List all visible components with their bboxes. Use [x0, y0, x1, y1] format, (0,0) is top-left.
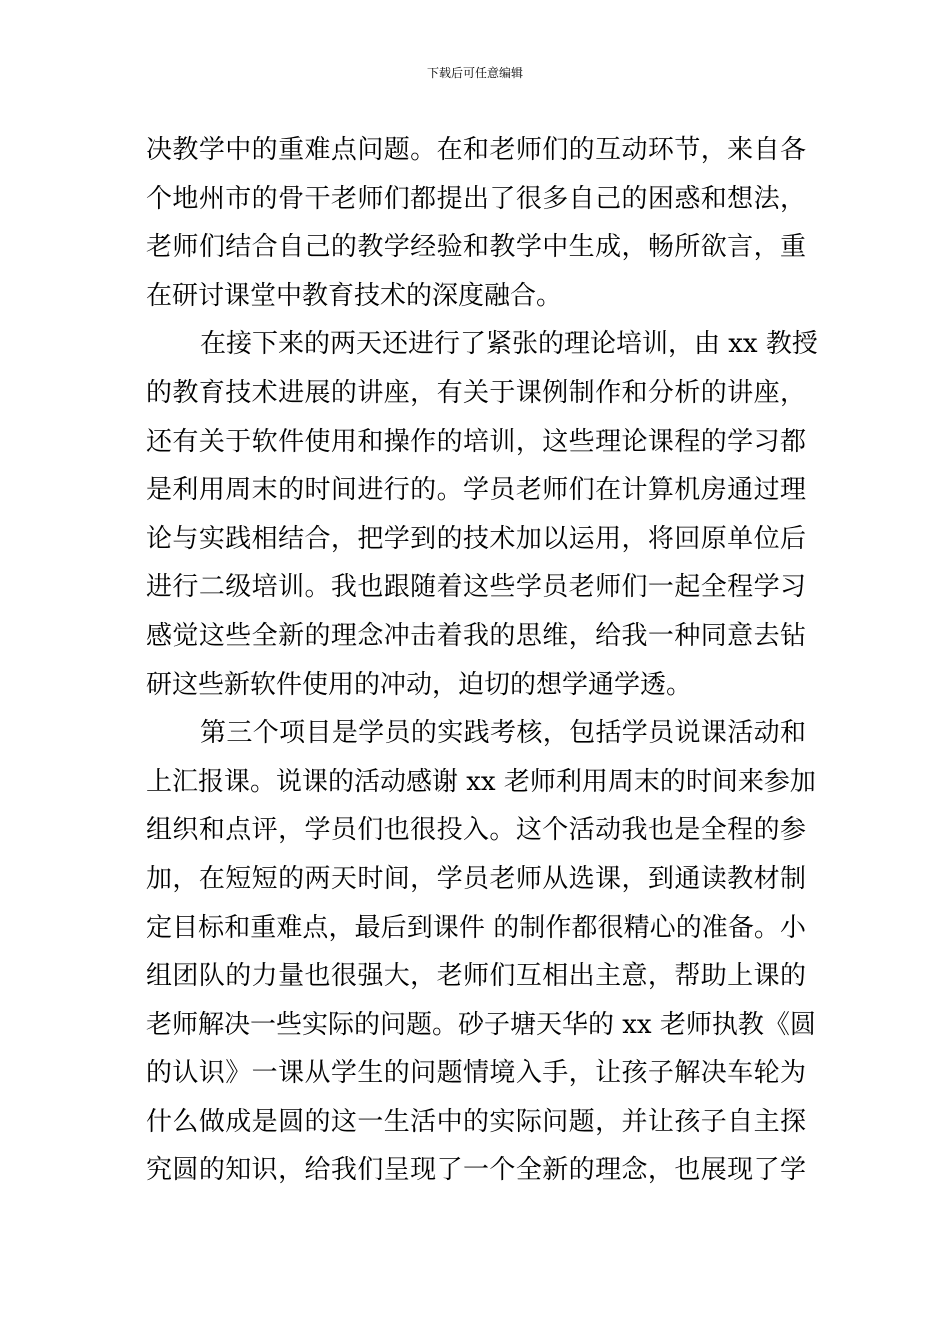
text-line: 研这些新软件使用的冲动，迫切的想学通学透。 [146, 669, 693, 700]
text-line: 进行二级培训。我也跟随着这些学员老师们一起全程学习 [146, 572, 806, 603]
text-line: 组织和点评，学员们也很投入。这个活动我也是全程的参 [146, 815, 806, 846]
text-line: 什么做成是圆的这一生活中的实际问题，并让孩子自主探 [146, 1106, 806, 1137]
text-line: 论与实践相结合，把学到的技术加以运用，将回原单位后 [146, 523, 806, 554]
text-line: 定目标和重难点，最后到课件 的制作都很精心的准备。小 [146, 912, 806, 943]
text-line: 还有关于软件使用和操作的培训，这些理论课程的学习都 [146, 426, 806, 457]
text-line: 感觉这些全新的理念冲击着我的思维，给我一种同意去钻 [146, 620, 806, 651]
text-line: 加，在短短的两天时间，学员老师从选课，到通读教材制 [146, 863, 806, 894]
text-line: 上汇报课。说课的活动感谢 xx 老师利用周末的时间来参加 [146, 766, 816, 797]
text-line: 决教学中的重难点问题。在和老师们的互动环节，来自各 [146, 135, 806, 165]
text-line: 老师们结合自己的教学经验和教学中生成，畅所欲言，重 [146, 232, 806, 263]
text-line: 在研讨课堂中教育技术的深度融合。 [146, 280, 563, 311]
text-line: 第三个项目是学员的实践考核，包括学员说课活动和 [200, 718, 806, 749]
text-line: 的教育技术进展的讲座，有关于课例制作和分析的讲座， [146, 377, 806, 408]
text-line: 组团队的力量也很强大，老师们互相出主意，帮助上课的 [146, 961, 806, 992]
text-line: 个地州市的骨干老师们都提出了很多自己的困惑和想法， [146, 183, 806, 214]
text-line: 的认识》一课从学生的问题情境入手，让孩子解决车轮为 [146, 1058, 806, 1089]
text-line: 在接下来的两天还进行了紧张的理论培训，由 xx 教授 [200, 329, 818, 360]
text-line: 老师解决一些实际的问题。砂子塘天华的 xx 老师执教《圆 [146, 1009, 816, 1040]
text-line: 究圆的知识，给我们呈现了一个全新的理念，也展现了学 [146, 1155, 806, 1186]
text-line: 是利用周末的时间进行的。学员老师们在计算机房通过理 [146, 475, 806, 506]
page-header: 下载后可任意编辑 [426, 66, 523, 80]
body-text [146, 126, 818, 1195]
